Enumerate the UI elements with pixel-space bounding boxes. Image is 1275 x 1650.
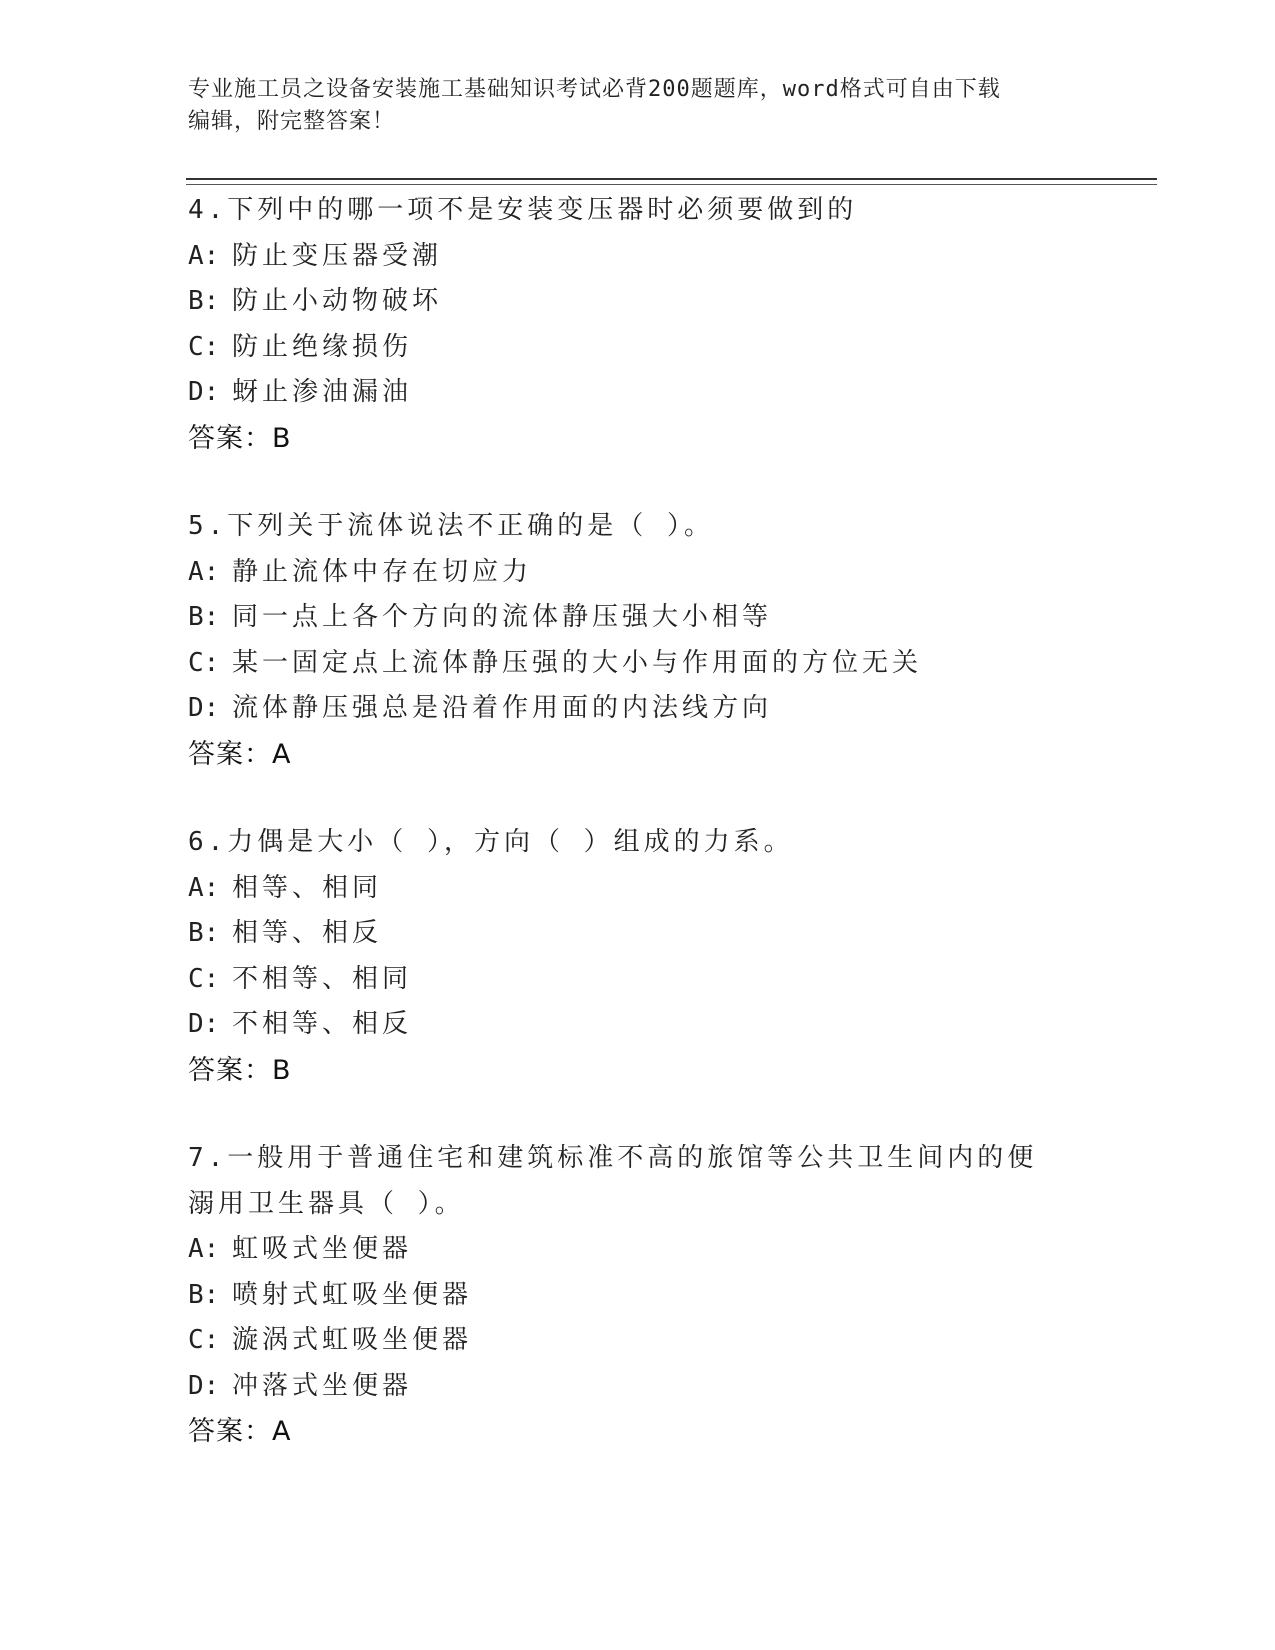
- option-key: C:: [188, 963, 220, 994]
- option-key: D:: [188, 693, 220, 723]
- option-a: [188, 1227, 1088, 1273]
- option-c: [188, 641, 1088, 687]
- option-text: 防止变压器受潮: [232, 240, 443, 271]
- option-key: A:: [188, 872, 220, 903]
- option-key: C:: [188, 1325, 220, 1355]
- option-d: [188, 686, 1088, 732]
- question-5: [188, 504, 1088, 777]
- option-text: 不相等、相反: [232, 1009, 413, 1039]
- answer-line: 答案：A: [188, 738, 292, 770]
- header-divider-thin: [186, 184, 1157, 185]
- option-key: D:: [188, 377, 220, 407]
- option-text: 相等、相反: [232, 918, 383, 948]
- option-key: A:: [188, 556, 220, 587]
- option-b: [188, 911, 1088, 957]
- header-line-2: 编辑，附完整答案！: [188, 109, 396, 134]
- option-text: 防止小动物破坏: [232, 286, 443, 316]
- option-key: D:: [188, 1370, 220, 1401]
- option-key: A:: [188, 240, 220, 271]
- option-a: [188, 866, 1088, 912]
- question-stem: 5.下列关于流体说法不正确的是（ ）。: [188, 511, 714, 541]
- option-key: D:: [188, 1009, 220, 1039]
- option-key: B:: [188, 918, 220, 948]
- question-7: [188, 1136, 1088, 1455]
- question-6: [188, 820, 1088, 1093]
- option-key: B:: [188, 602, 220, 632]
- answer-line: 答案：B: [188, 1054, 292, 1086]
- option-key: B:: [188, 1279, 220, 1310]
- option-d: [188, 1002, 1088, 1048]
- option-text: 蚜止渗油漏油: [232, 377, 413, 407]
- option-text: 冲落式坐便器: [232, 1370, 413, 1401]
- header-divider-thick: [186, 178, 1157, 180]
- option-text: 喷射式虹吸坐便器: [232, 1279, 473, 1310]
- question-4: [188, 188, 1088, 461]
- option-text: 不相等、相同: [232, 963, 413, 994]
- option-text: 流体静压强总是沿着作用面的内法线方向: [232, 693, 773, 723]
- option-c: [188, 1318, 1088, 1364]
- answer-line: 答案：A: [188, 1416, 292, 1447]
- answer-line: 答案：B: [188, 422, 292, 454]
- document-header: [188, 74, 1068, 138]
- option-a: [188, 234, 1088, 280]
- option-c: [188, 325, 1088, 371]
- option-key: B:: [188, 286, 220, 316]
- header-line-1: 专业施工员之设备安装施工基础知识考试必背200题题库，word格式可自由下载: [188, 77, 1001, 102]
- option-b: [188, 595, 1088, 641]
- option-key: C:: [188, 331, 220, 362]
- question-stem: 4.下列中的哪一项不是安装变压器时必须要做到的: [188, 195, 858, 225]
- option-key: A:: [188, 1234, 220, 1264]
- option-text: 某一固定点上流体静压强的大小与作用面的方位无关: [232, 647, 923, 678]
- option-text: 防止绝缘损伤: [232, 331, 413, 362]
- option-b: [188, 1273, 1088, 1319]
- option-text: 虹吸式坐便器: [232, 1234, 413, 1264]
- option-text: 漩涡式虹吸坐便器: [232, 1325, 473, 1355]
- option-key: C:: [188, 647, 220, 678]
- option-text: 同一点上各个方向的流体静压强大小相等: [232, 602, 773, 632]
- option-d: [188, 1364, 1088, 1410]
- question-stem: 6.力偶是大小（ ），方向（ ）组成的力系。: [188, 827, 794, 857]
- option-c: [188, 957, 1088, 1003]
- option-text: 相等、相同: [232, 872, 383, 903]
- option-b: [188, 279, 1088, 325]
- option-d: [188, 370, 1088, 416]
- option-a: [188, 550, 1088, 596]
- option-text: 静止流体中存在切应力: [232, 556, 533, 587]
- question-list: [188, 188, 1088, 1498]
- question-stem: 7.一般用于普通住宅和建筑标准不高的旅馆等公共卫生间内的便溺用卫生器具（ ）。: [188, 1143, 1038, 1219]
